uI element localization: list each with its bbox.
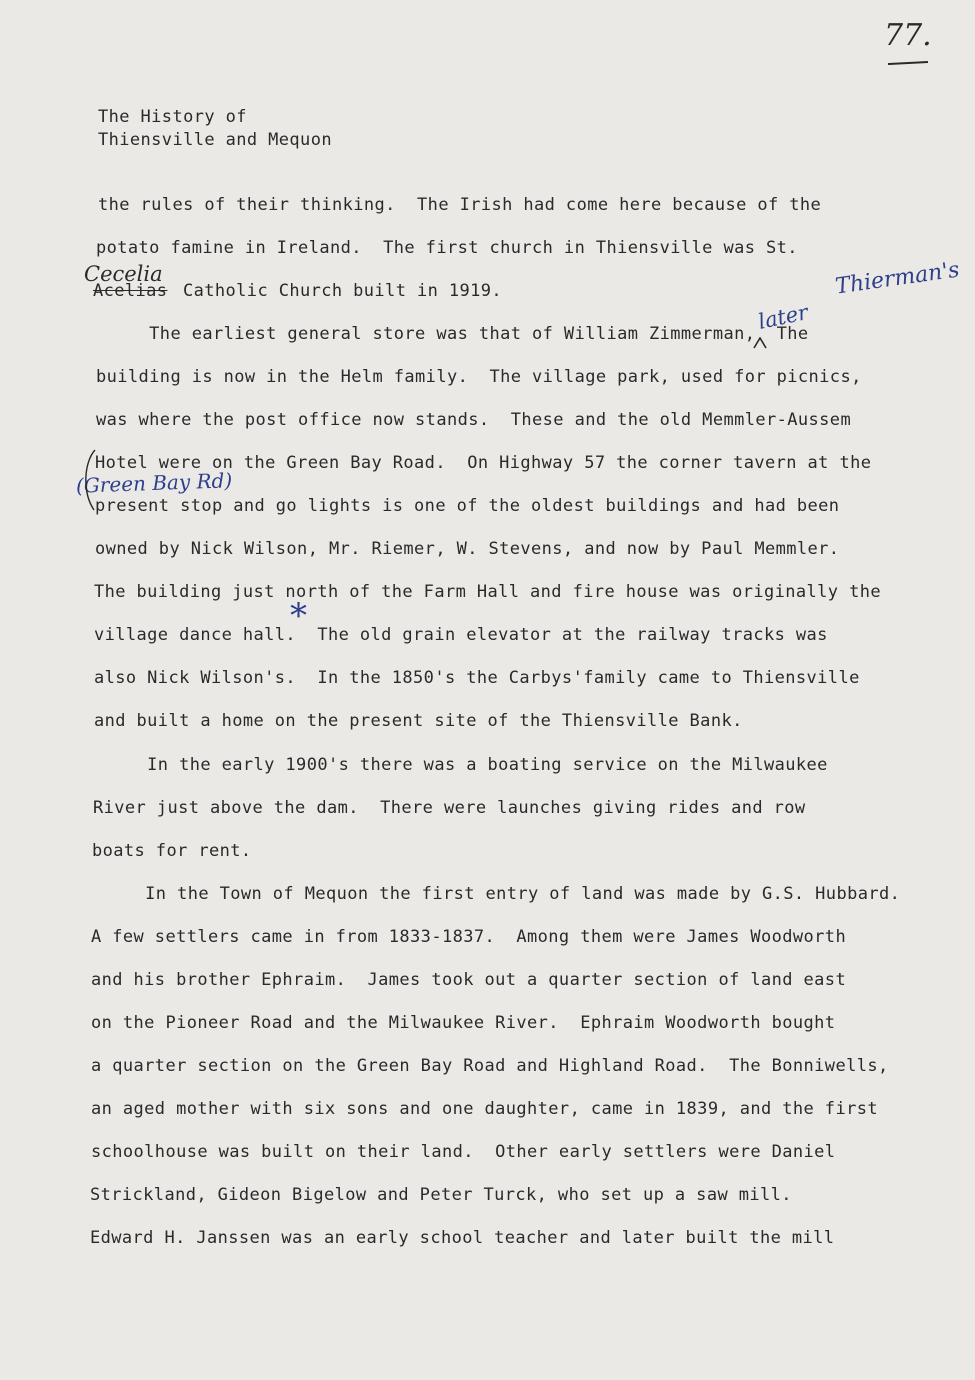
body-line: Catholic Church built in 1919. — [183, 281, 503, 301]
body-line: The building just north of the Farm Hall and fire house was originally the — [94, 582, 881, 602]
handwritten-green-bay-rd: (Green Bay Rd) — [75, 468, 233, 498]
body-line: village dance hall. The old grain elevator at the railway tracks was — [94, 625, 828, 645]
body-line: an aged mother with six sons and one daughter, came in 1839, and the first — [91, 1099, 878, 1119]
body-line: schoolhouse was built on their land. Other early settlers were Daniel — [91, 1142, 836, 1162]
body-line: and his brother Ephraim. James took out a quarter section of land east — [91, 970, 847, 990]
struck-word: Acelias — [93, 281, 168, 301]
body-line: owned by Nick Wilson, Mr. Riemer, W. Stevens, and now by Paul Memmler. — [95, 539, 840, 559]
handwritten-cecelia: Cecelia — [84, 262, 163, 286]
body-line: boats for rent. — [92, 841, 252, 861]
body-line: present stop and go lights is one of the oldest buildings and had been — [95, 496, 840, 516]
header-line-2: Thiensville and Mequon — [98, 130, 332, 150]
handwritten-later: later — [756, 300, 811, 334]
body-line: Hotel were on the Green Bay Road. On Highway 57 the corner tavern at the — [95, 453, 872, 473]
body-line: Edward H. Janssen was an early school teacher and later built the mill — [90, 1228, 835, 1248]
page-number: 77. — [884, 18, 932, 53]
body-line: A few settlers came in from 1833-1837. Among them were James Woodworth — [91, 927, 847, 947]
body-line: potato famine in Ireland. The first church in Thiensville was St. — [96, 238, 798, 258]
body-line: River just above the dam. There were launches giving rides and row — [93, 798, 806, 818]
insertion-caret-icon — [753, 337, 767, 349]
body-line: Strickland, Gideon Bigelow and Peter Turck, who set up a saw mill. — [90, 1185, 792, 1205]
body-line: the rules of their thinking. The Irish had come here because of the — [98, 195, 822, 215]
handwritten-thiermans: Thierman's — [833, 257, 962, 300]
body-line: In the early 1900's there was a boating service on the Milwaukee — [94, 755, 828, 775]
body-line: on the Pioneer Road and the Milwaukee River. Ephraim Woodworth bought — [91, 1013, 836, 1033]
margin-bracket-icon — [78, 448, 98, 512]
page-number-underline — [888, 61, 928, 65]
body-line: building is now in the Helm family. The village park, used for picnics, — [96, 367, 862, 387]
body-line: was where the post office now stands. These and the old Memmler-Aussem — [96, 410, 852, 430]
body-line: and built a home on the present site of the Thiensville Bank. — [94, 711, 743, 731]
header-line-1: The History of — [98, 107, 247, 127]
body-line: a quarter section on the Green Bay Road and Highland Road. The Bonniwells, — [91, 1056, 889, 1076]
body-line: The earliest general store was that of William Zimmerman, The — [96, 324, 809, 344]
body-line: In the Town of Mequon the first entry of land was made by G.S. Hubbard. — [92, 884, 901, 904]
asterisk-mark: * — [290, 596, 307, 636]
body-line: also Nick Wilson's. In the 1850's the Carbys'family came to Thiensville — [94, 668, 860, 688]
